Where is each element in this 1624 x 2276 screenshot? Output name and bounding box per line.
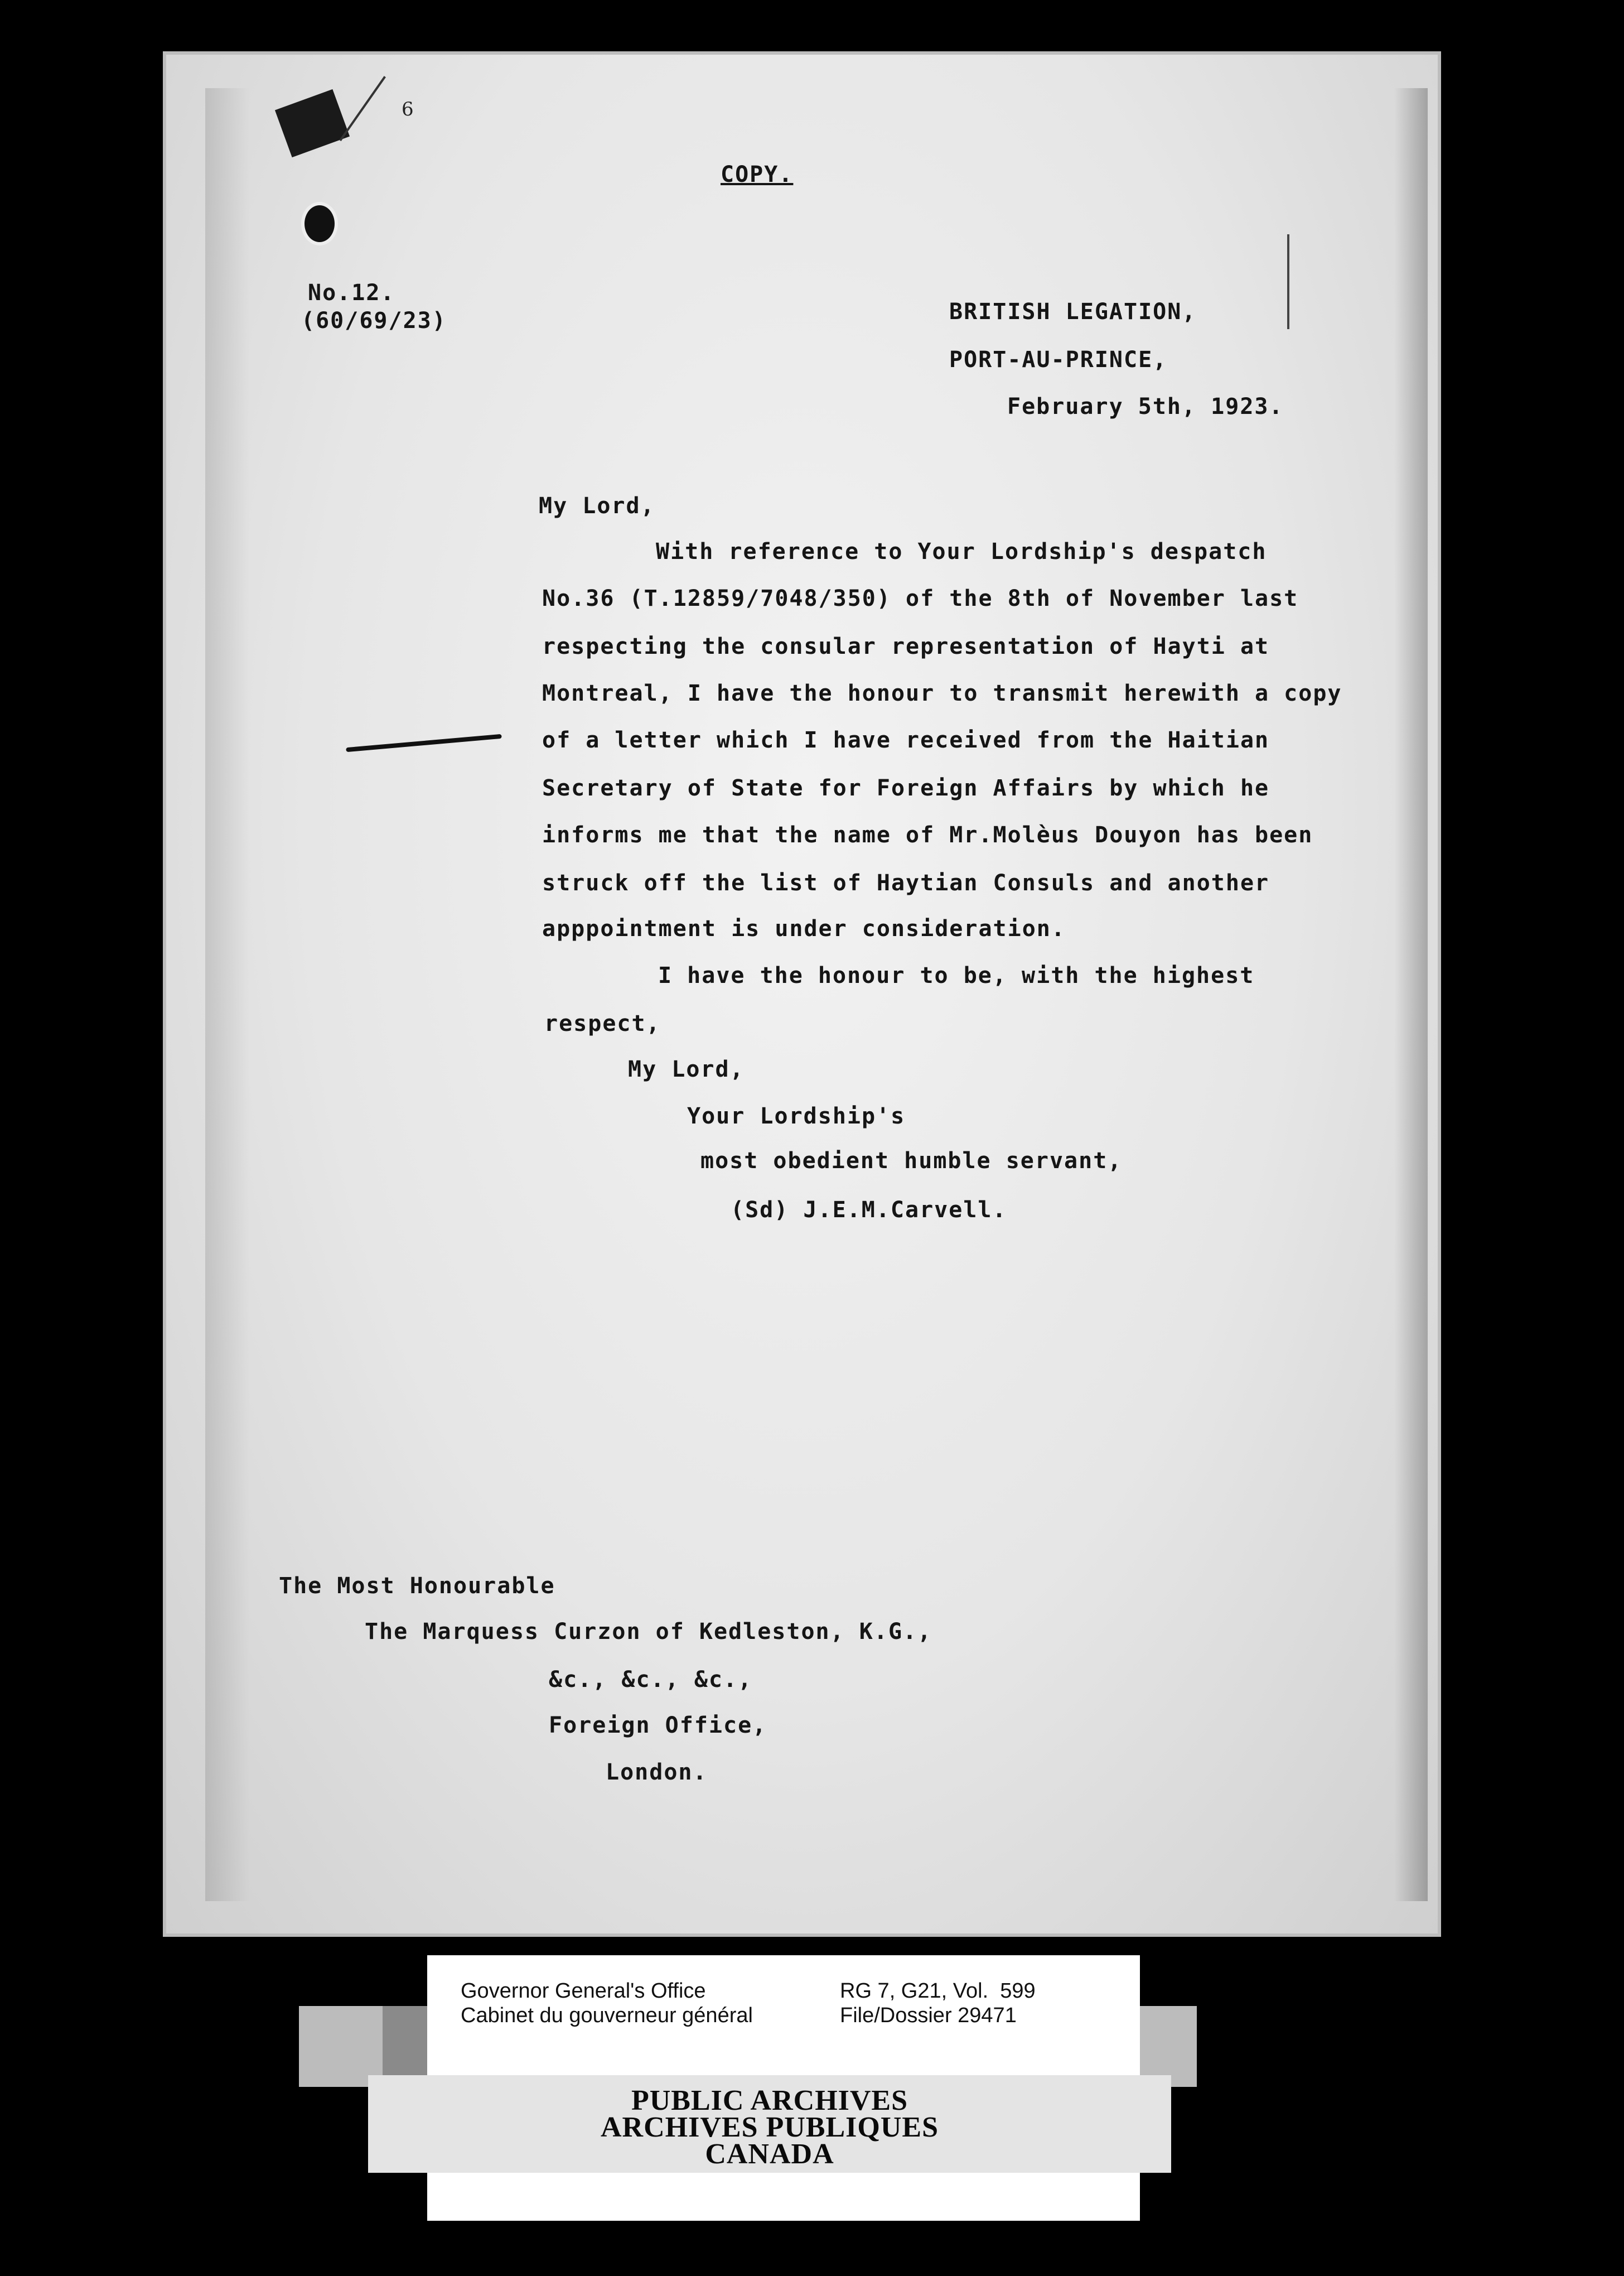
closing-line: most obedient humble servant, [700, 1148, 1123, 1174]
address-line: The Marquess Curzon of Kedleston, K.G., [365, 1619, 932, 1645]
address-line: &c., &c., &c., [549, 1667, 753, 1692]
sender-line-1: BRITISH LEGATION, [949, 299, 1197, 325]
letter-date: February 5th, 1923. [1007, 394, 1284, 419]
address-line: The Most Honourable [279, 1573, 555, 1599]
reference-number: No.12. [308, 280, 395, 306]
address-line: Foreign Office, [549, 1713, 767, 1738]
archive-name-line-1: PUBLIC ARCHIVES [631, 2085, 908, 2116]
copy-heading: COPY. [721, 162, 794, 187]
punch-hole [301, 202, 338, 245]
body-line: apppointment is under consideration. [542, 916, 1066, 942]
body-line: With reference to Your Lordship's despatch [656, 539, 1267, 565]
body-line: Secretary of State for Foreign Affairs by which he [542, 775, 1270, 801]
record-group: RG 7, G21, Vol. 599 [840, 1979, 1036, 2003]
page-shadow-right [1394, 88, 1428, 1901]
body-line: respect, [544, 1011, 661, 1036]
body-line: I have the honour to be, with the highest [658, 963, 1255, 988]
body-line: Montreal, I have the honour to transmit herewith a copy [542, 681, 1342, 706]
reference-file: (60/69/23) [301, 308, 447, 334]
closing-line: My Lord, [628, 1057, 745, 1082]
file-number: File/Dossier 29471 [840, 2004, 1017, 2027]
archive-name-line-3: CANADA [705, 2138, 834, 2170]
margin-number: 6 [402, 98, 414, 120]
address-line: London. [606, 1759, 708, 1785]
body-line: No.36 (T.12859/7048/350) of the 8th of November last [542, 586, 1299, 611]
archive-name-line-2: ARCHIVES PUBLIQUES [600, 2111, 939, 2143]
salutation: My Lord, [539, 493, 655, 519]
body-line: respecting the consular representation of Hayti at [542, 634, 1270, 659]
body-line: of a letter which I have received from the Haitian [542, 727, 1270, 753]
body-line: struck off the list of Haytian Consuls and another [542, 870, 1270, 896]
body-line: informs me that the name of Mr.Molèus Douyon has been [542, 822, 1313, 848]
closing-line: Your Lordship's [687, 1103, 906, 1129]
sender-line-2: PORT-AU-PRINCE, [949, 347, 1168, 373]
office-name-en: Governor General's Office [461, 1979, 706, 2003]
margin-vertical-mark [1287, 234, 1289, 329]
signature-line: (Sd) J.E.M.Carvell. [731, 1197, 1007, 1223]
document-page [163, 51, 1441, 1937]
page-shadow-left [205, 88, 250, 1901]
office-name-fr: Cabinet du gouverneur général [461, 2004, 753, 2027]
